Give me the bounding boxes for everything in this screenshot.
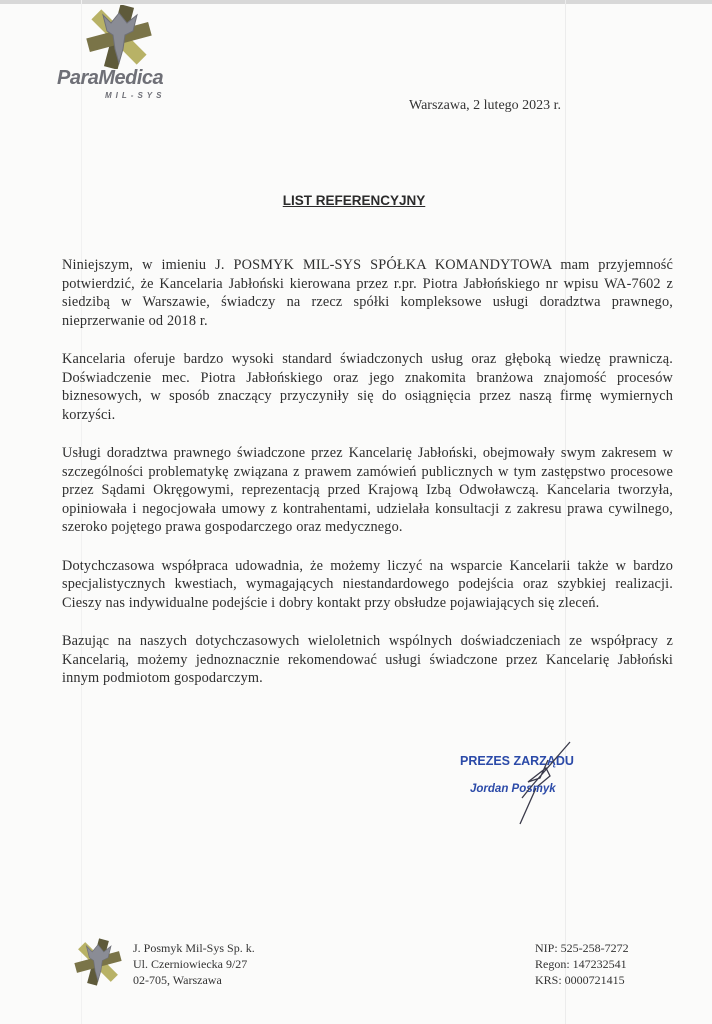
krs-number: KRS: 0000721415 [535, 973, 625, 987]
letter-body [62, 256, 673, 708]
address-line: 02-705, Warszawa [133, 973, 222, 987]
paragraph: Niniejszym, w imieniu J. POSMYK MIL-SYS SPÓŁKA KOMANDYTOWA mam przyjemność potwierdzić, że Kancelaria Jabłoński kierowana przez r.pr. Piotra Jabłońskiego nr wpisu WA-7602 z siedzibą w Warszawie, świadczy na rzecz spółki kompleksowe usługi doradztwa prawnego, nieprzerwanie od 2018 r. [62, 257, 673, 329]
footer-company-ids [535, 940, 629, 988]
paragraph: Usługi doradztwa prawnego świadczone przez Kancelarię Jabłoński, obejmowały swym zakresem w szczególności problematykę związana z prawem zamówień publicznych w tym zastępstwo procesowe przez Sądami Okręgowymi, reprezentacją przed Krajową Izbą Odwoławczą. Kancelaria tworzyła, opiniowała i negocjowała umowy z kontrahentami, udzielała konsultacji z zakresu prawa cywilnego, szeroko pojętego prawa gospodarczego oraz medycznego. [62, 445, 673, 535]
nip-number: NIP: 525-258-7272 [535, 941, 629, 955]
signature-stamp [460, 750, 610, 820]
brand-subtitle: MIL-SYS [105, 91, 166, 100]
letter-title [0, 193, 712, 208]
address-line: J. Posmyk Mil-Sys Sp. k. [133, 941, 255, 955]
footer-address [133, 940, 255, 988]
brand-name: ParaMedica [57, 67, 164, 89]
regon-number: Regon: 147232541 [535, 957, 627, 971]
signature-name: Jordan Posmyk [470, 783, 556, 795]
signature-role: PREZES ZARZĄDU [460, 754, 574, 768]
eagle-star-of-life-icon [72, 938, 124, 986]
address-line: Ul. Czerniowiecka 9/27 [133, 957, 248, 971]
footer-logo [72, 938, 124, 990]
eagle-star-of-life-icon [83, 5, 155, 69]
letter-title-text: LIST REFERENCYJNY [282, 193, 426, 208]
paragraph: Kancelaria oferuje bardzo wysoki standard świadczonych usług oraz głęboką wiedzę prawniczą. Doświadczenie mec. Piotra Jabłońskiego oraz jego znakomita branżowa znajomość procesów biznesowych, w sposób znaczący przyczyniły się do osiągnięcia przez naszą firmę wymiernych korzyści. [62, 351, 673, 423]
company-logo [55, 5, 185, 105]
paragraph: Dotychczasowa współpraca udowadnia, że możemy liczyć na wsparcie Kancelarii także w bardzo specjalistycznych kwestiach, wymagających niestandardowego podejścia oraz szybkiej realizacji. Cieszy nas indywidualne podejście i dobry kontakt przy obsłudze pojawiających się zleceń. [62, 557, 673, 611]
scan-top-edge [0, 0, 712, 4]
letter-date: Warszawa, 2 lutego 2023 r. [409, 98, 562, 113]
handwritten-signature-icon [500, 738, 580, 828]
paragraph: Bazując na naszych dotychczasowych wieloletnich wspólnych doświadczeniach ze współpracy z Kancelarią, możemy jednoznacznie rekomendować usługi świadczone przez Kancelarię Jabłoński innym podmiotom gospodarczym. [62, 633, 673, 686]
